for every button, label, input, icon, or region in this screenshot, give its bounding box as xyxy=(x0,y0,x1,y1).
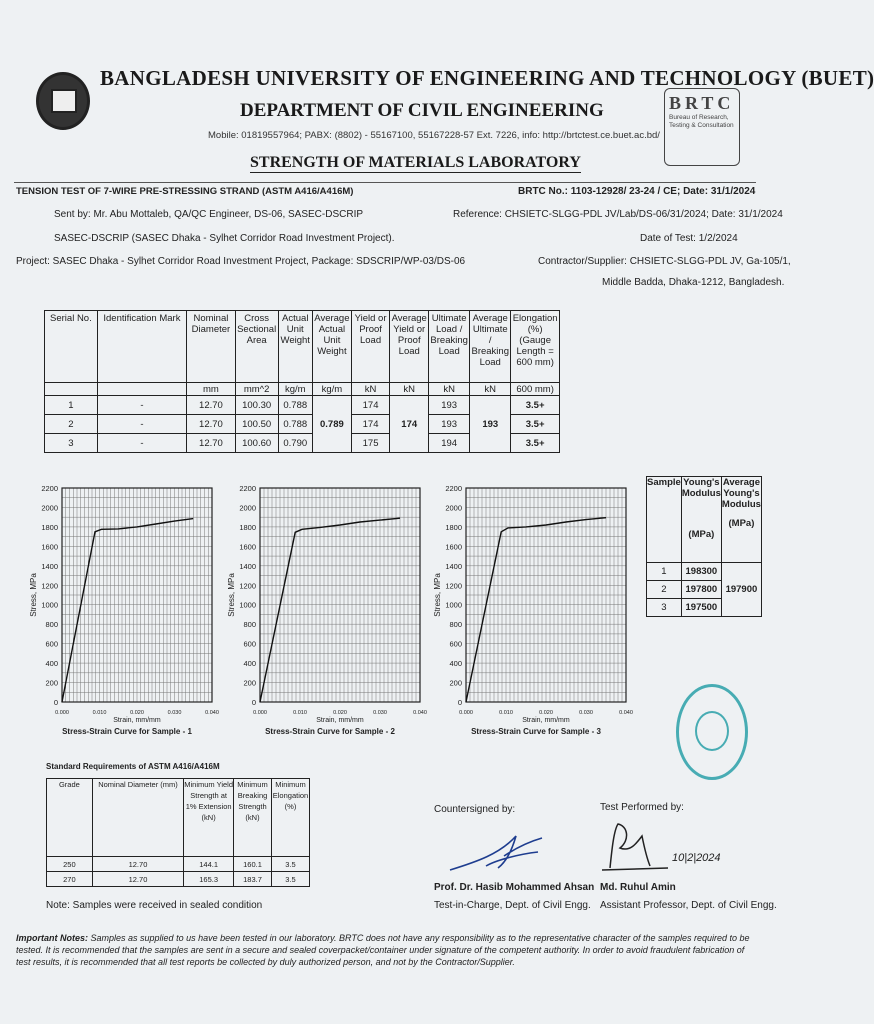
contractor-address: Middle Badda, Dhaka-1212, Bangladesh. xyxy=(602,277,785,288)
y-tick-label: 1200 xyxy=(445,581,462,591)
stress-strain-line xyxy=(466,518,606,702)
y-tick-label: 400 xyxy=(45,659,58,669)
x-tick-label: 0.040 xyxy=(205,710,219,716)
avg-modulus-cell: 197900 xyxy=(721,563,761,617)
buet-logo xyxy=(36,72,90,130)
y-tick-label: 400 xyxy=(449,659,462,669)
x-tick-label: 0.010 xyxy=(499,710,513,716)
reference: Reference: CHSIETC-SLGG-PDL JV/Lab/DS-06/31/2024; Date: 31/1/2024 xyxy=(453,209,783,220)
x-tick-label: 0.000 xyxy=(253,710,267,716)
y-tick-label: 0 xyxy=(251,698,256,707)
std-col-elong: Minimum Elongation (%) xyxy=(271,779,309,857)
unit-avg-weight: kg/m xyxy=(313,383,352,396)
x-tick-label: 0.000 xyxy=(459,710,473,716)
countersign-signature xyxy=(446,826,546,876)
unit-area: mm^2 xyxy=(235,383,278,396)
y-tick-label: 200 xyxy=(243,678,256,688)
countersign-title: Test-in-Charge, Dept. of Civil Engg. xyxy=(434,900,591,911)
sign-date: 10|2|2024 xyxy=(672,852,721,864)
col-weight: Actual Unit Weight xyxy=(278,311,313,383)
col-modulus: Young's Modulus (MPa) xyxy=(681,477,721,563)
unit-yield: kN xyxy=(351,383,390,396)
col-ult: Ultimate Load / Breaking Load xyxy=(429,311,470,383)
avg-ult-cell: 193 xyxy=(470,396,511,453)
chart-title: Stress-Strain Curve for Sample - 1 xyxy=(62,727,192,736)
col-serial: Serial No. xyxy=(45,311,98,383)
x-tick-label: 0.010 xyxy=(293,710,307,716)
table-row: 3 - 12.70 100.60 0.790 175 194 3.5+ xyxy=(45,434,560,453)
unit-avg-yield: kN xyxy=(390,383,429,396)
chart-title: Stress-Strain Curve for Sample - 3 xyxy=(471,727,601,736)
std-col-yield: Minimum Yield Strength at 1% Extension (kN) xyxy=(184,779,234,857)
y-tick-label: 2000 xyxy=(41,503,58,513)
y-tick-label: 1800 xyxy=(445,522,462,532)
x-tick-label: 0.030 xyxy=(579,710,593,716)
lab-name: STRENGTH OF MATERIALS LABORATORY xyxy=(250,154,581,171)
col-sample: Sample xyxy=(647,477,682,563)
countersigned-label: Countersigned by: xyxy=(434,804,516,815)
y-tick-label: 1800 xyxy=(239,522,256,532)
brtc-logo xyxy=(664,88,740,166)
col-avg-modulus: Average Young's Modulus (MPa) xyxy=(721,477,761,563)
units-row xyxy=(45,383,560,396)
header-divider xyxy=(14,182,756,183)
std-col-break: Minimum Breaking Strength (kN) xyxy=(234,779,272,857)
col-dia: Nominal Diameter xyxy=(187,311,236,383)
project: Project: SASEC Dhaka - Sylhet Corridor Road Investment Project, Package: SDSCRIP/WP-03/DS-06 xyxy=(16,256,466,267)
std-col-dia: Nominal Diameter (mm) xyxy=(92,779,183,857)
contact-info: Mobile: 01819557964; PABX: (8802) - 55167100, 55167228-57 Ext. 7226, info: http://brtctest.ce.buet.ac.bd/ xyxy=(208,130,660,141)
table-row: 270 12.70 165.3 183.7 3.5 xyxy=(47,872,310,887)
chart-title: Stress-Strain Curve for Sample - 2 xyxy=(265,727,395,736)
y-tick-label: 2000 xyxy=(239,503,256,513)
col-mark: Identification Mark xyxy=(97,311,186,383)
x-tick-label: 0.000 xyxy=(55,710,69,716)
unit-avg-modulus: (MPa) xyxy=(728,518,755,529)
x-axis-label: Strain, mm/mm xyxy=(316,717,364,724)
stress-strain-chart-3 xyxy=(430,478,636,754)
performer-signature xyxy=(600,818,670,874)
important-notes xyxy=(16,932,756,968)
brtc-logo-subtitle: Bureau of Research, Testing & Consultation xyxy=(669,114,734,129)
col-avg-yield: Average Yield or Proof Load xyxy=(390,311,429,383)
y-tick-label: 1200 xyxy=(41,581,58,591)
table-row: 250 12.70 144.1 160.1 3.5 xyxy=(47,857,310,872)
y-axis-label: Stress, MPa xyxy=(29,573,38,617)
y-tick-label: 800 xyxy=(45,620,58,630)
department-stamp xyxy=(676,684,748,780)
standard-requirements-table xyxy=(46,778,310,887)
table-row: 1 198300 197900 xyxy=(647,563,762,581)
test-title: TENSION TEST OF 7-WIRE PRE-STRESSING STRAND (ASTM A416/A416M) xyxy=(16,186,354,197)
countersign-name: Prof. Dr. Hasib Mohammed Ahsan xyxy=(434,882,595,893)
contractor: Contractor/Supplier: CHSIETC-SLGG-PDL JV, Ga-105/1, xyxy=(538,256,791,267)
y-tick-label: 1400 xyxy=(239,561,256,571)
x-axis-label: Strain, mm/mm xyxy=(522,717,570,724)
sealed-note: Note: Samples were received in sealed condition xyxy=(46,900,263,911)
unit-ult: kN xyxy=(429,383,470,396)
y-tick-label: 1800 xyxy=(41,522,58,532)
y-tick-label: 1000 xyxy=(41,600,58,610)
y-tick-label: 1600 xyxy=(445,542,462,552)
table-row: 2 197800 xyxy=(647,581,762,599)
y-tick-label: 1600 xyxy=(239,542,256,552)
x-tick-label: 0.040 xyxy=(413,710,427,716)
y-tick-label: 600 xyxy=(243,639,256,649)
y-tick-label: 1000 xyxy=(239,600,256,610)
table-row: 1 - 12.70 100.30 0.788 0.789 174 174 193 193 3.5+ xyxy=(45,396,560,415)
department-name: DEPARTMENT OF CIVIL ENGINEERING xyxy=(240,100,604,121)
std-col-grade: Grade xyxy=(47,779,93,857)
x-tick-label: 0.020 xyxy=(539,710,553,716)
x-tick-label: 0.030 xyxy=(373,710,387,716)
performed-label: Test Performed by: xyxy=(600,802,684,813)
avg-weight-cell: 0.789 xyxy=(313,396,352,453)
y-tick-label: 800 xyxy=(243,620,256,630)
stress-strain-line xyxy=(260,518,400,702)
stress-strain-line xyxy=(62,519,193,702)
col-avg-weight: Average Actual Unit Weight xyxy=(313,311,352,383)
sent-by-org: SASEC-DSCRIP (SASEC Dhaka - Sylhet Corridor Road Investment Project). xyxy=(54,233,395,244)
brtc-number: BRTC No.: 1103-12928/ 23-24 / CE; Date: 31/1/2024 xyxy=(518,186,756,197)
unit-avg-ult: kN xyxy=(470,383,511,396)
y-tick-label: 0 xyxy=(53,698,58,707)
x-tick-label: 0.020 xyxy=(130,710,144,716)
y-axis-label: Stress, MPa xyxy=(433,573,442,617)
y-tick-label: 1600 xyxy=(41,542,58,552)
standard-title: Standard Requirements of ASTM A416/A416M xyxy=(46,762,220,771)
stress-strain-chart-2 xyxy=(224,478,430,754)
y-tick-label: 1400 xyxy=(445,561,462,571)
sent-by: Sent by: Mr. Abu Mottaleb, QA/QC Engineer, DS-06, SASEC-DSCRIP xyxy=(54,209,364,220)
unit-elong: 600 mm) xyxy=(511,383,560,396)
table-row: 3 197500 xyxy=(647,599,762,617)
x-tick-label: 0.010 xyxy=(92,710,107,716)
university-name: BANGLADESH UNIVERSITY OF ENGINEERING AND TECHNOLOGY (BUET) xyxy=(100,66,874,90)
brtc-logo-text: BRTC xyxy=(669,93,735,113)
y-tick-label: 2200 xyxy=(41,484,58,493)
y-tick-label: 2000 xyxy=(445,503,462,513)
notes-label: Important Notes: xyxy=(16,933,88,943)
performer-title: Assistant Professor, Dept. of Civil Engg. xyxy=(600,900,777,911)
x-axis-label: Strain, mm/mm xyxy=(113,717,161,724)
y-tick-label: 600 xyxy=(449,639,462,649)
y-tick-label: 1200 xyxy=(239,581,256,591)
col-elong: Elongation (%) (Gauge Length = 600 mm) xyxy=(511,311,560,383)
y-tick-label: 600 xyxy=(45,639,58,649)
unit-weight: kg/m xyxy=(278,383,313,396)
youngs-modulus-table xyxy=(646,476,762,617)
y-tick-label: 1400 xyxy=(41,561,58,571)
col-avg-ult: Average Ultimate / Breaking Load xyxy=(470,311,511,383)
col-yield: Yield or Proof Load xyxy=(351,311,390,383)
avg-yield-cell: 174 xyxy=(390,396,429,453)
x-tick-label: 0.030 xyxy=(167,710,182,716)
y-axis-label: Stress, MPa xyxy=(227,573,236,617)
performer-name: Md. Ruhul Amin xyxy=(600,882,676,893)
y-tick-label: 2200 xyxy=(445,484,462,493)
y-tick-label: 400 xyxy=(243,659,256,669)
y-tick-label: 0 xyxy=(457,698,462,707)
results-table xyxy=(44,310,560,453)
unit-modulus: (MPa) xyxy=(688,529,715,540)
y-tick-label: 1000 xyxy=(445,600,462,610)
table-row: 2 - 12.70 100.50 0.788 174 193 3.5+ xyxy=(45,415,560,434)
y-tick-label: 200 xyxy=(449,678,462,688)
x-tick-label: 0.020 xyxy=(333,710,347,716)
y-tick-label: 200 xyxy=(45,678,58,688)
date-of-test: Date of Test: 1/2/2024 xyxy=(640,233,738,244)
stress-strain-chart-1 xyxy=(26,478,222,754)
x-tick-label: 0.040 xyxy=(619,710,633,716)
y-tick-label: 800 xyxy=(449,620,462,630)
notes-text: Samples as supplied to us have been tested in our laboratory. BRTC does not have any responsibility as to the representative character of the samples required to be tested. It is recommended that the samples are sent in a secure and sealed coverpacket/container under signature of the competent authority. In order to avoid fraudulent fabrication of test results, it is recommended that all test reports be collected by duly authorized person, and not by the Contractor/Supplier. xyxy=(16,933,750,967)
y-tick-label: 2200 xyxy=(239,484,256,493)
unit-dia: mm xyxy=(187,383,236,396)
col-area: Cross Sectional Area xyxy=(235,311,278,383)
